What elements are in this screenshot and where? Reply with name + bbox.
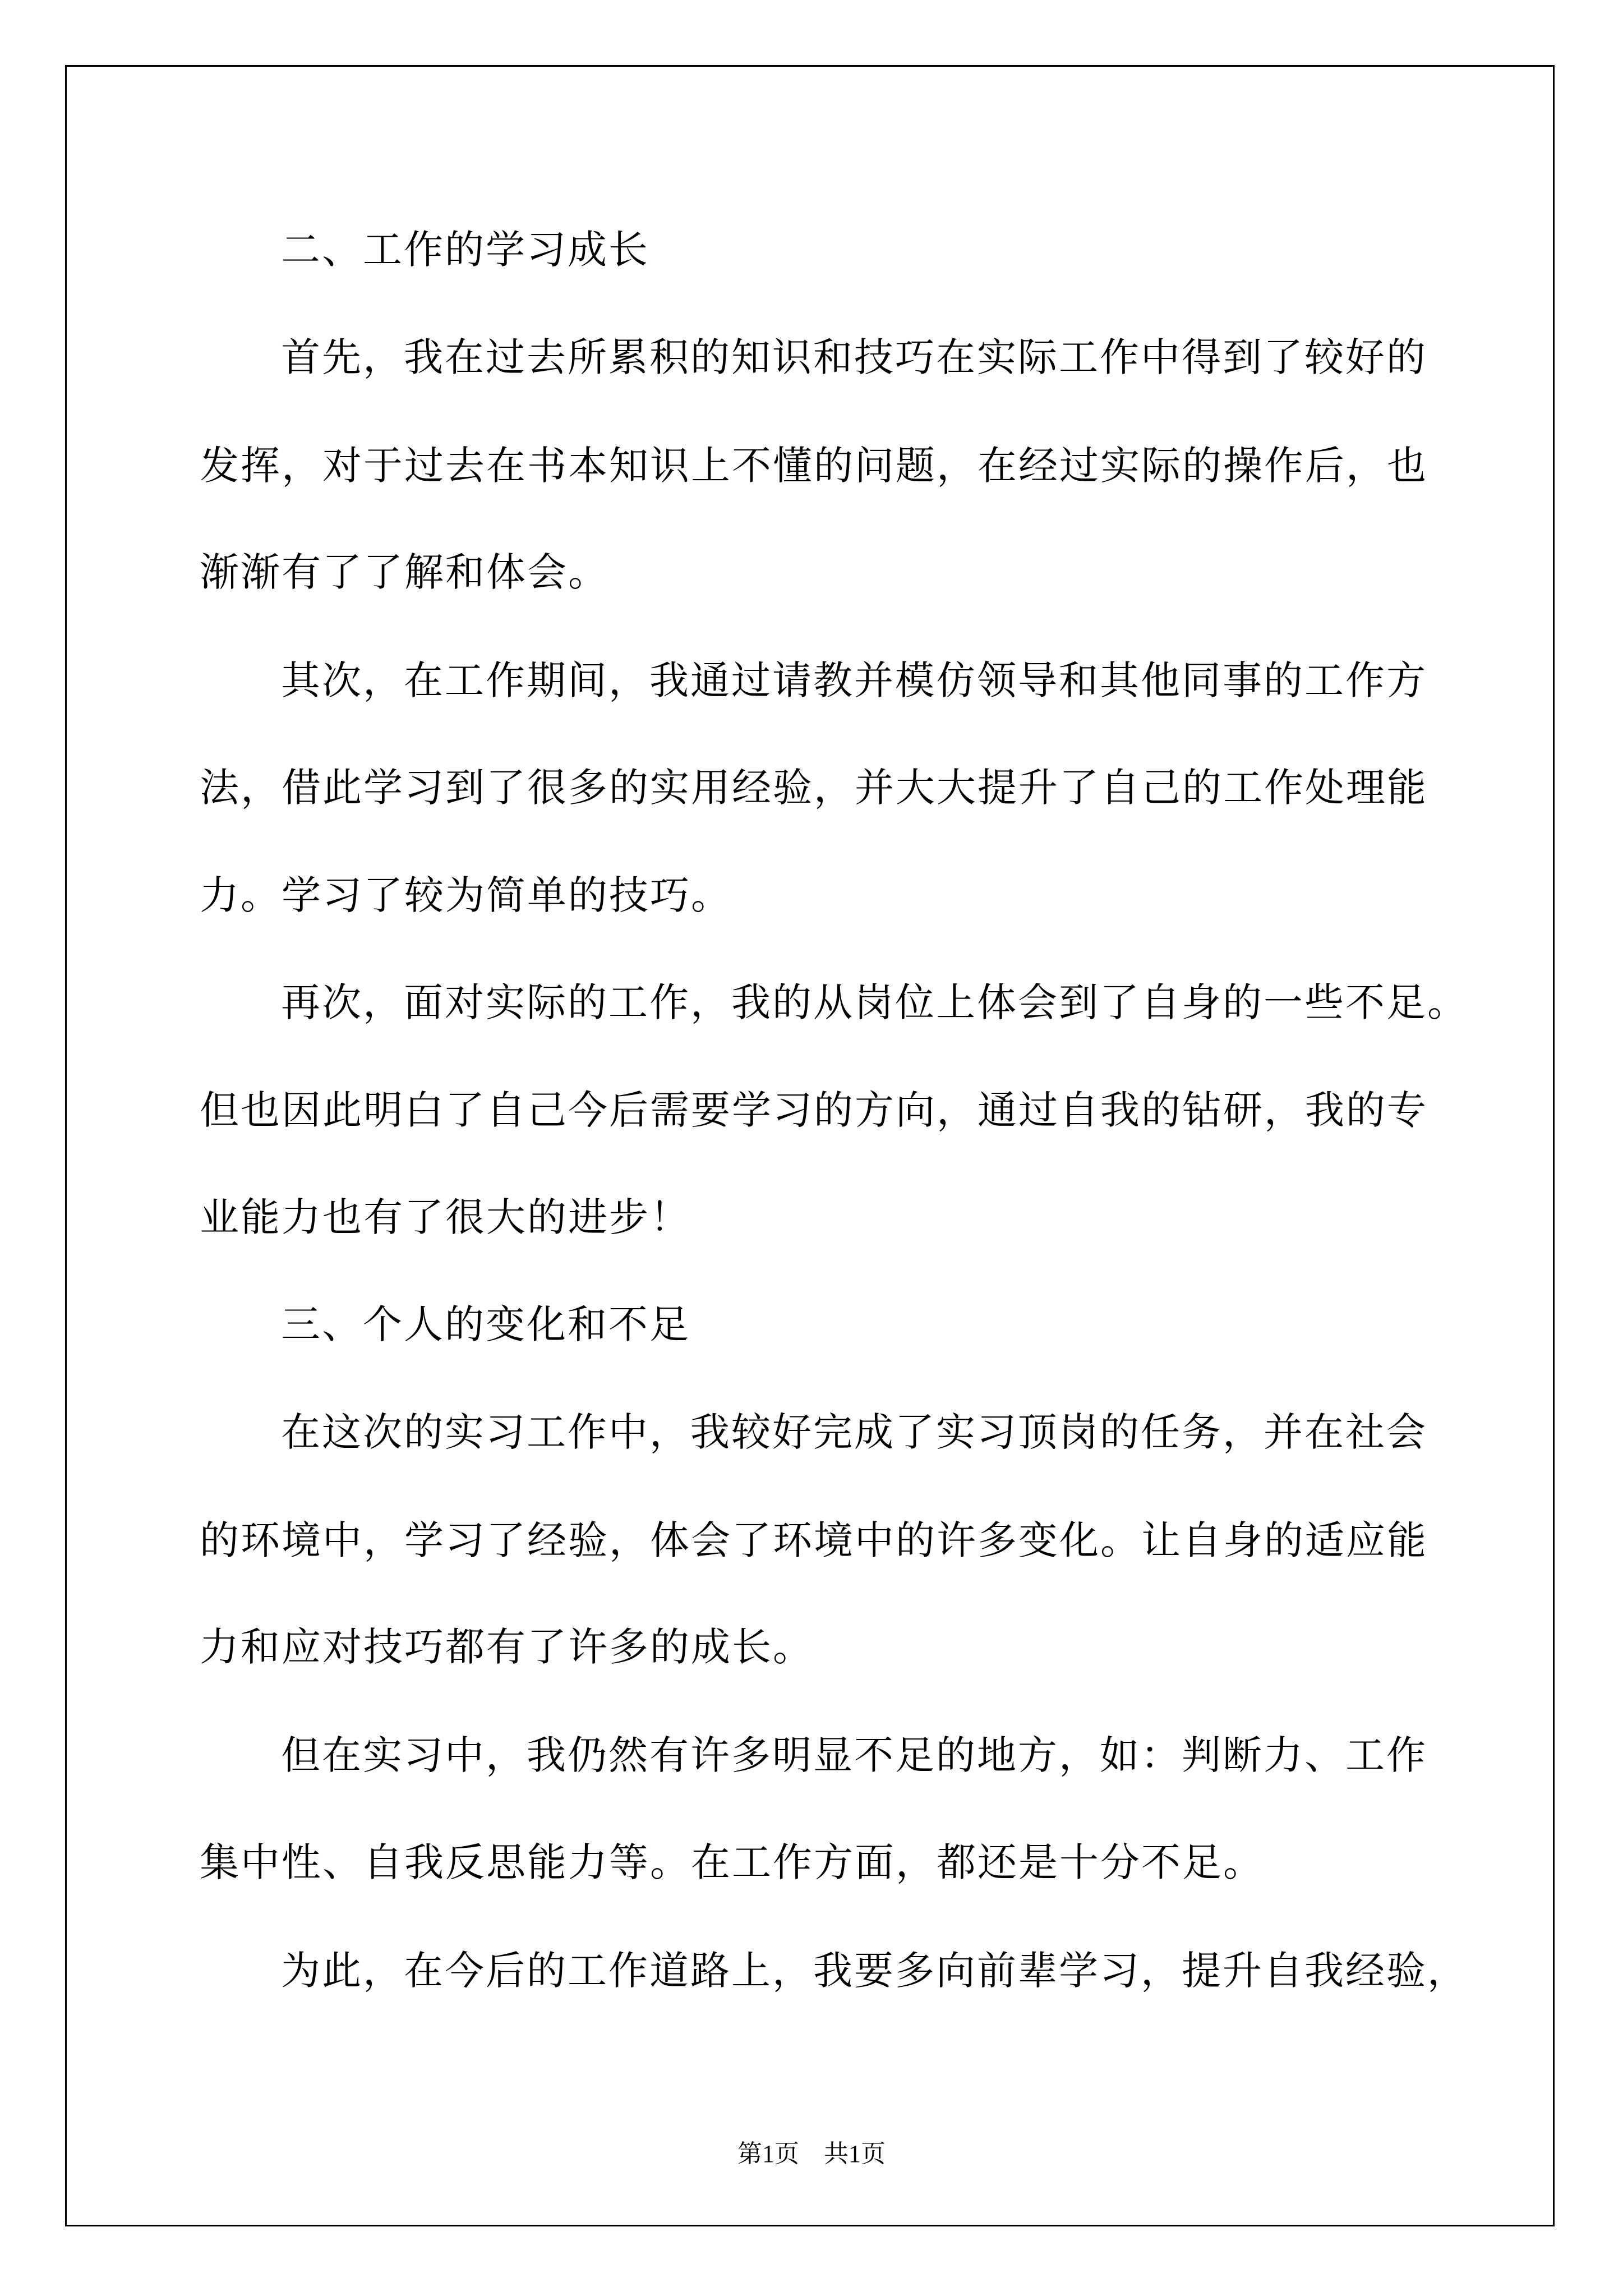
paragraph-line: 但也因此明白了自己今后需要学习的方向，通过自我的钻研，我的专 xyxy=(200,1087,1428,1133)
paragraph-line: 业能力也有了很大的进步！ xyxy=(200,1194,691,1240)
page-border xyxy=(65,65,1555,2226)
paragraph-line: 但在实习中，我仍然有许多明显不足的地方，如：判断力、工作 xyxy=(281,1732,1427,1778)
paragraph-line: 渐渐有了了解和体会。 xyxy=(200,549,609,595)
paragraph-line: 再次，面对实际的工作，我的从岗位上体会到了自身的一些不足。 xyxy=(281,979,1468,1025)
paragraph-line: 其次，在工作期间，我通过请教并模仿领导和其他同事的工作方 xyxy=(281,657,1427,703)
paragraph-line: 力和应对技巧都有了许多的成长。 xyxy=(200,1624,814,1670)
paragraph-line: 为此，在今后的工作道路上，我要多向前辈学习，提升自我经验， xyxy=(281,1948,1468,1994)
paragraph-line: 力。学习了较为简单的技巧。 xyxy=(200,872,732,918)
page-number-footer: 第1页 共1页 xyxy=(737,2140,886,2168)
paragraph-line: 法，借此学习到了很多的实用经验，并大大提升了自己的工作处理能 xyxy=(200,765,1428,811)
paragraph-line: 集中性、自我反思能力等。在工作方面，都还是十分不足。 xyxy=(200,1839,1264,1885)
paragraph-line: 发挥，对于过去在书本知识上不懂的问题，在经过实际的操作后，也 xyxy=(200,443,1428,489)
section-heading: 二、工作的学习成长 xyxy=(281,227,649,273)
paragraph-line: 首先，我在过去所累积的知识和技巧在实际工作中得到了较好的 xyxy=(281,334,1427,380)
section-heading: 三、个人的变化和不足 xyxy=(281,1301,690,1347)
paragraph-line: 的环境中，学习了经验，体会了环境中的许多变化。让自身的适应能 xyxy=(200,1517,1428,1563)
paragraph-line: 在这次的实习工作中，我较好完成了实习顶岗的任务，并在社会 xyxy=(281,1409,1427,1455)
